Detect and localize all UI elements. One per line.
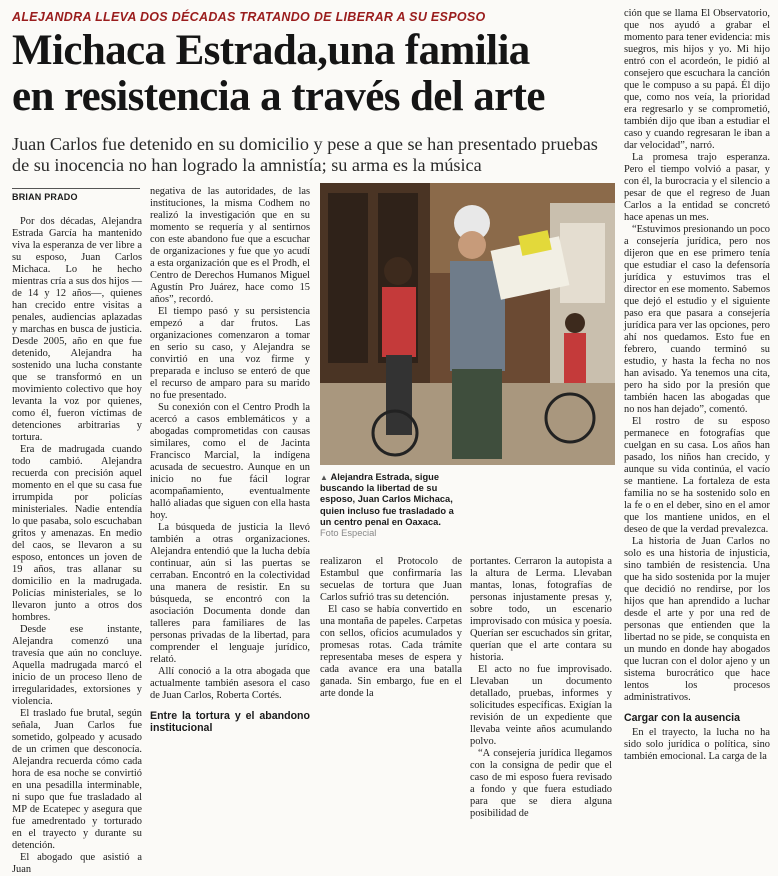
paragraph: “Estuvimos presionando un poco a consejería jurídica, pero nos dijeron que en ese primero tenía que estudiar el caso la defensoría jurídica y estuvimos tras el director en ese momento. Sabemos que dejó el estudio y el siguiente paso era que pasara a consejería jurídica para ver las opciones, pero ahí nos quedamos. Esto fue en febrero, cuando terminó su estudio, y hasta la fecha no nos han avisado. Ya tenemos una cita, pero ha sido por la presión que también hacen las abogadas que no nos han dejado”, comentó. (624, 224, 770, 415)
paragraph: El abogado que asistió a Juan (12, 852, 142, 875)
paragraph: portantes. Cerraron la autopista a la altura de Lerma. Llevaban mantas, lonas, fotografías de personas injustamente presas y, sobre todo, un escenario improvisado con música y poesía. Querían ser escuchados sin gritar, querían que el arte contara su historia. (470, 556, 612, 663)
caption-text: Alejandra Estrada, sigue buscando la libertad de su esposo, Juan Carlos Michaca, quien incluso fue trasladado a un centro penal en Oaxaca. (320, 472, 454, 527)
deck: Juan Carlos fue detenido en su domicilio y pese a que se han presentado pruebas de su inocencia no han logrado la amnistía; su arma es la música (12, 134, 598, 175)
caption-triangle-icon: ▲ (320, 473, 328, 482)
photo-caption (320, 472, 462, 539)
headline-line-1: Michaca Estrada,una familia (12, 27, 530, 74)
paragraph: El traslado fue brutal, según señala, Juan Carlos fue sometido, golpeado y acusado de un crimen que desconocía. Alejandra recuerda cómo cada hora de esa noche se convirtió en una pesadilla interminable, ni supo que fue trasladado al MP de Ecatepec y asegura que fue amedrentado y torturado en el trayecto y durante su detención. (12, 708, 142, 851)
paragraph: “A consejería jurídica llegamos con la consigna de pedir que el caso de mi esposo fuera revisado a fondo y que fuera estudiado para que se diera alguna posibilidad de (470, 748, 612, 819)
column-4 (470, 556, 612, 819)
paragraph: realizaron el Protocolo de Estambul que confirmaría las secuelas de tortura que Juan Carlos sufrió tras su detención. (320, 556, 462, 603)
column-5 (624, 8, 770, 762)
column-1 (12, 216, 142, 875)
headline-line-2: en resistencia a través del arte (12, 73, 545, 120)
paragraph: El rostro de su esposo permanece en fotografías que cuelgan en su casa. Los años han pasado, los niños han crecido, y aunque su vida continúa, el vacío se mantiene. La fortaleza de esta familia no se ha sostenido solo en la fe o en el deber, sino en el amor que los mantiene unidos, en el deseo de que la verdad prevalezca. (624, 416, 770, 535)
kicker: ALEJANDRA LLEVA DOS DÉCADAS TRATANDO DE LIBERAR A SU ESPOSO (12, 10, 486, 24)
subhead-tortura: Entre la tortura y el abandono institucional (150, 710, 310, 734)
paragraph: En el trayecto, la lucha no ha sido solo jurídica o política, sino también emocional. La carga de la (624, 727, 770, 762)
paragraph: Allí conoció a la otra abogada que actualmente también asesora el caso de Juan Carlos, Roberta Cortés. (150, 666, 310, 701)
byline: BRIAN PRADO (12, 188, 140, 202)
paragraph: negativa de las autoridades, de las instituciones, la misma Codhem no realizó la investigación que en su momento se requería y al sentirnos con este abandono fue que a escuchar de organizaciones y fue que yo acudí a esta organización que es el Prodh, el Centro de Derechos Humanos Miguel Agustín Pro Juárez, hace como 15 años”, recordó. (150, 186, 310, 305)
column-3 (320, 556, 462, 699)
headline (12, 28, 612, 120)
photo-credit: Foto Especial (320, 528, 377, 539)
paragraph: ción que se llama El Observatorio, que nos ayudó a grabar el momento para tener evidencia: mis suegros, mis hijos y yo. Mi hijo entró con el acordeón, le pidió al consejero que escuchara la canción que le compuso a su papá. Él dijo que, como nos veía, la prioridad era regresarlo y se comprometió, también dijo que iban a estudiar el caso y cuando regresaran le iban a dar velocidad”, narró. (624, 8, 770, 151)
paragraph: Su conexión con el Centro Prodh la acercó a casos emblemáticos y a abogadas comprometidas con causas similares, como el de Jacinta Francisco Marcial, la indígena acusada de secuestro. Aunque en un inicio no fue fácil lograr acompañamiento, eventualmente halló aliadas que siguen con ella hasta hoy. (150, 402, 310, 521)
paragraph: El tiempo pasó y su persistencia empezó a dar frutos. Las organizaciones comenzaron a tomar en serio su caso, y Alejandra se convirtió en una voz firme y preparada e incluso se enteró de que el recurso de amparo para su marido no fue presentado. (150, 306, 310, 401)
paragraph: La historia de Juan Carlos no solo es una historia de injusticia, sino también de resistencia. Una que ha sido sostenida por la mujer que decidió no rendirse, por los hijos que han aprendido a luchar desde el arte y por una red de personas que entienden que la libertad no se pide, se conquista en un mundo en donde hay abogados que lucran con el dolor ajeno y un sistema burocrático que hace lentos los procesos administrativos. (624, 536, 770, 703)
paragraph: Desde ese instante, Alejandra comenzó una travesía que aún no concluye. Aquella madrugada marcó el inicio de un proceso lleno de irregularidades, extorsiones y violencia. (12, 624, 142, 707)
paragraph: La búsqueda de justicia la llevó también a otras organizaciones. Alejandra entendió que la lucha debía continuar, aún si las puertas se cerraban. Encontró en la colectividad una manera de resistir. En su búsqueda, se encontró con la asociación Documenta donde dan talleres para familiares de las personas privadas de la libertad, para comprender el lenguaje jurídico, relató. (150, 522, 310, 665)
protest-photo (320, 183, 615, 465)
paragraph: Por dos décadas, Alejandra Estrada García ha mantenido viva la esperanza de ver libre a su esposo, Juan Carlos Michaca. Lo he hecho mientras cría a sus dos hijos —de 14 y 12 años—, quienes han crecido entre visitas a penales, audiencias aplazadas y marchas en busca de justicia. Desde 2005, año en que fue detenido, Alejandra ha sostenido una lucha constante que se transformó en un movimiento colectivo que hoy levanta la voz por quienes, como él, fueron víctimas de detenciones arbitrarias y tortura. (12, 216, 142, 443)
column-2 (150, 186, 310, 734)
paragraph: La promesa trajo esperanza. Pero el tiempo volvió a pasar, y con él, la burocracia y el silencio a pesar de que el regreso de Juan Carlos a la entidad se concretó hace apenas un mes. (624, 152, 770, 223)
paragraph: El acto no fue improvisado. Llevaban un documento detallado, pruebas, informes y solicitudes específicas. Exigían la revisión de un expediente que llevaba veinte años acumulando polvo. (470, 664, 612, 747)
paragraph: El caso se había convertido en una montaña de papeles. Carpetas con sellos, oficios acumulados y promesas rotas. Cada trámite representaba meses de espera y cada avance era una batalla ganada. Sin embargo, fue en el arte donde la (320, 604, 462, 699)
paragraph: Era de madrugada cuando todo cambió. Alejandra recuerda con precisión aquel momento en el que su casa fue irrumpida por policías ministeriales. Nadie entendía lo que pasaba, solo escuchaban gritos y amenazas. En medio del caos, se llevaron a su esposo, entonces un joven de 19 años, tras allanar su domicilio en la madrugada. Policías ministeriales, se lo llevaron junto a otros dos hombres. (12, 444, 142, 623)
subhead-ausencia: Cargar con la ausencia (624, 712, 740, 724)
photo-illustration (320, 183, 615, 465)
